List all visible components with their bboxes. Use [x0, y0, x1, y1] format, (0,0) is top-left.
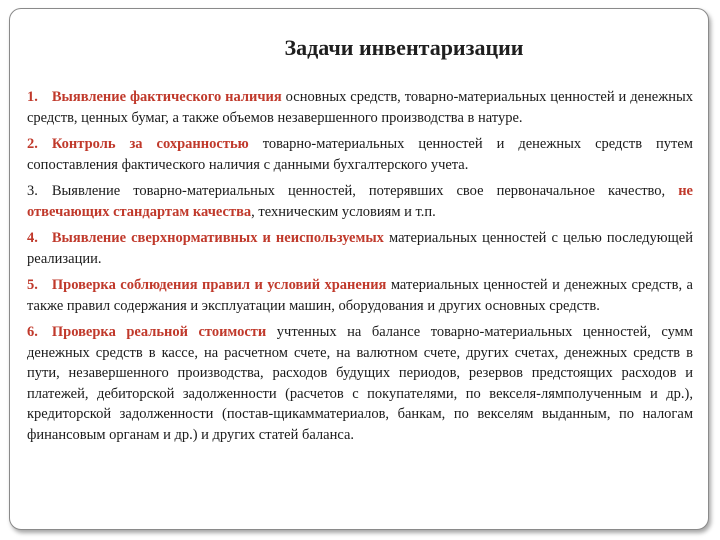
task-item-5 [27, 275, 693, 316]
item-text: , техническим условиям и т.п. [251, 203, 436, 220]
item-highlight: не отвечающих стандартам качества [27, 183, 693, 220]
task-list [27, 87, 693, 451]
slide-title: Задачи инвентаризации [284, 35, 524, 60]
item-number: 4. [27, 230, 38, 246]
item-text: материальных ценностей и денежных средств, а также правил содержания и эксплуатации машин, оборудования и других основных средств. [27, 277, 693, 314]
task-item-3 [27, 181, 693, 222]
item-number: 2. [27, 136, 38, 152]
item-highlight: Выявление фактического наличия [51, 89, 282, 105]
slide-card [9, 8, 709, 530]
task-item-2 [27, 134, 693, 175]
task-item-6 [27, 322, 693, 445]
item-text: основных средств, товарно-материальных ценностей и денежных средств, ценных бумаг, а также объемов незавершенного производства в натуре. [27, 89, 693, 126]
item-text: товарно-материальных ценностей и денежных средств путем сопоставления фактического наличия с данными бухгалтерского учета. [27, 136, 693, 173]
task-item-1 [27, 87, 693, 128]
item-highlight: Проверка реальной стоимости [51, 324, 267, 340]
item-highlight: Проверка соблюдения правил и условий хранения [51, 277, 387, 293]
item-highlight: Выявление сверхнормативных и неиспользуемых [51, 230, 384, 246]
item-text-pre: Выявление товарно-материальных ценностей, потерявших свое первоначальное качество, [51, 183, 679, 199]
item-highlight: Контроль за сохранностью [51, 136, 249, 152]
item-text: материальных ценностей с целью последующей реализации. [27, 230, 693, 267]
item-text: учтенных на балансе товарно-материальных ценностей, сумм денежных средств в кассе, на расчетном счете, на валютном счете, других счетах, денежных средств в пути, незавершенного производства, расходов будущих периодов, резервов предстоящих расходов и платежей, дебиторской задолженности (расчетов с покупателями, по векселя-лямполученным и др.), кредиторской задолженности (постав-щикамматериалов, банкам, по векселям выданным, по налогам финансовым органам и др.) и других статей баланса. [27, 324, 693, 443]
item-number: 6. [27, 324, 38, 340]
item-number: 3. [27, 183, 38, 199]
task-item-4 [27, 228, 693, 269]
item-number: 5. [27, 277, 38, 293]
item-number: 1. [27, 89, 38, 105]
